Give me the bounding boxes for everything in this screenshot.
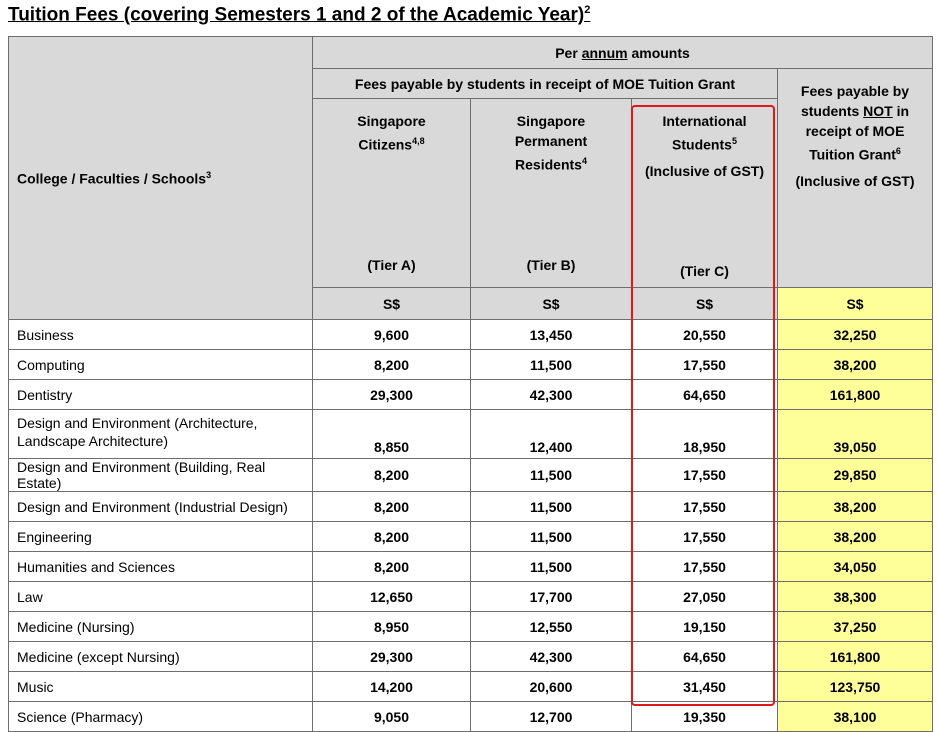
fee-cell: 161,800 xyxy=(778,380,933,410)
fee-cell: 161,800 xyxy=(778,642,933,672)
college-header: College / Faculties / Schools$^3$ xyxy=(9,37,313,320)
fee-cell: 17,550 xyxy=(632,552,778,582)
fee-cell: 9,050 xyxy=(313,702,471,732)
fee-cell: 13,450 xyxy=(471,320,632,350)
table-row xyxy=(9,380,933,410)
college-name: Dentistry xyxy=(9,380,313,410)
fee-cell: 123,750 xyxy=(778,672,933,702)
college-name: Engineering xyxy=(9,522,313,552)
fee-cell: 8,200 xyxy=(313,459,471,492)
fee-cell: 64,650 xyxy=(632,642,778,672)
tier-c-label: (Tier C) xyxy=(680,263,729,279)
fee-cell: 12,650 xyxy=(313,582,471,612)
table-row xyxy=(9,642,933,672)
fee-cell: 11,500 xyxy=(471,492,632,522)
fee-cell: 11,500 xyxy=(471,552,632,582)
college-name: Law xyxy=(9,582,313,612)
table-row xyxy=(9,522,933,552)
non-grant-header: Fees payable by students NOT in receipt of MOE Tuition Grant$^6$ (Inclusive of GST) xyxy=(778,69,933,288)
fee-cell: 17,550 xyxy=(632,459,778,492)
fee-cell: 29,300 xyxy=(313,380,471,410)
fee-cell: 17,700 xyxy=(471,582,632,612)
fee-cell: 27,050 xyxy=(632,582,778,612)
header-row-per-annum xyxy=(9,37,933,69)
fee-cell: 42,300 xyxy=(471,642,632,672)
fee-cell: 17,550 xyxy=(632,522,778,552)
fee-cell: 38,200 xyxy=(778,492,933,522)
fee-cell: 12,700 xyxy=(471,702,632,732)
tuition-fees-table xyxy=(8,36,933,732)
fee-cell: 42,300 xyxy=(471,380,632,410)
fee-cell: 11,500 xyxy=(471,522,632,552)
currency-label: S$ xyxy=(632,288,778,320)
fee-cell: 19,150 xyxy=(632,612,778,642)
pr-header: Singapore Permanent Residents$^4$ (Tier B) xyxy=(471,99,632,288)
table-row xyxy=(9,612,933,642)
college-name: Humanities and Sciences xyxy=(9,552,313,582)
fee-cell: 19,350 xyxy=(632,702,778,732)
college-name: Design and Environment (Building, Real Estate) xyxy=(9,459,313,492)
college-name: Medicine (Nursing) xyxy=(9,612,313,642)
table-row xyxy=(9,492,933,522)
fee-cell: 8,200 xyxy=(313,492,471,522)
fee-cell: 29,850 xyxy=(778,459,933,492)
currency-label: S$ xyxy=(778,288,933,320)
fee-cell: 17,550 xyxy=(632,350,778,380)
fee-cell: 8,950 xyxy=(313,612,471,642)
fee-cell: 38,200 xyxy=(778,350,933,380)
fee-cell: 38,200 xyxy=(778,522,933,552)
fee-cell: 32,250 xyxy=(778,320,933,350)
fee-cell: 8,200 xyxy=(313,350,471,380)
table-row xyxy=(9,552,933,582)
table-row xyxy=(9,350,933,380)
fee-cell: 9,600 xyxy=(313,320,471,350)
currency-label: S$ xyxy=(313,288,471,320)
table-row xyxy=(9,702,933,732)
tier-b-label: (Tier B) xyxy=(526,257,576,273)
fee-cell: 17,550 xyxy=(632,492,778,522)
fee-cell: 29,300 xyxy=(313,642,471,672)
fee-cell: 8,200 xyxy=(313,522,471,552)
fee-cell: 18,950 xyxy=(632,410,778,459)
fee-cell: 64,650 xyxy=(632,380,778,410)
fee-cell: 38,300 xyxy=(778,582,933,612)
per-annum-header: Per annum amounts xyxy=(313,37,933,69)
fee-cell: 14,200 xyxy=(313,672,471,702)
fee-cell: 8,850 xyxy=(313,410,471,459)
fee-cell: 12,400 xyxy=(471,410,632,459)
citizens-header: Singapore Citizens$^{4,8}$ (Tier A) xyxy=(313,99,471,288)
fee-cell: 11,500 xyxy=(471,350,632,380)
fee-cell: 20,550 xyxy=(632,320,778,350)
table-row xyxy=(9,582,933,612)
currency-label: S$ xyxy=(471,288,632,320)
college-name: Medicine (except Nursing) xyxy=(9,642,313,672)
college-name: Science (Pharmacy) xyxy=(9,702,313,732)
table-row xyxy=(9,672,933,702)
college-name: Business xyxy=(9,320,313,350)
college-name: Design and Environment (Architecture, Landscape Architecture) xyxy=(9,410,313,459)
table-row xyxy=(9,459,933,492)
fee-cell: 39,050 xyxy=(778,410,933,459)
fee-cell: 38,100 xyxy=(778,702,933,732)
college-name: Music xyxy=(9,672,313,702)
college-name: Design and Environment (Industrial Design) xyxy=(9,492,313,522)
grant-group-header: Fees payable by students in receipt of MOE Tuition Grant xyxy=(313,69,778,99)
fee-cell: 31,450 xyxy=(632,672,778,702)
fee-cell: 11,500 xyxy=(471,459,632,492)
page-title: Tuition Fees (covering Semesters 1 and 2 of the Academic Year)$^2$ xyxy=(8,4,591,26)
tier-a-label: (Tier A) xyxy=(367,257,416,273)
fee-cell: 20,600 xyxy=(471,672,632,702)
college-name: Computing xyxy=(9,350,313,380)
international-header: International Students$^5$ (Inclusive of GST) (Tier C) xyxy=(632,99,778,288)
fee-cell: 12,550 xyxy=(471,612,632,642)
table-row xyxy=(9,410,933,459)
fee-cell: 8,200 xyxy=(313,552,471,582)
fee-cell: 34,050 xyxy=(778,552,933,582)
table-row xyxy=(9,320,933,350)
fee-cell: 37,250 xyxy=(778,612,933,642)
title-footnote: 2 xyxy=(584,4,591,16)
